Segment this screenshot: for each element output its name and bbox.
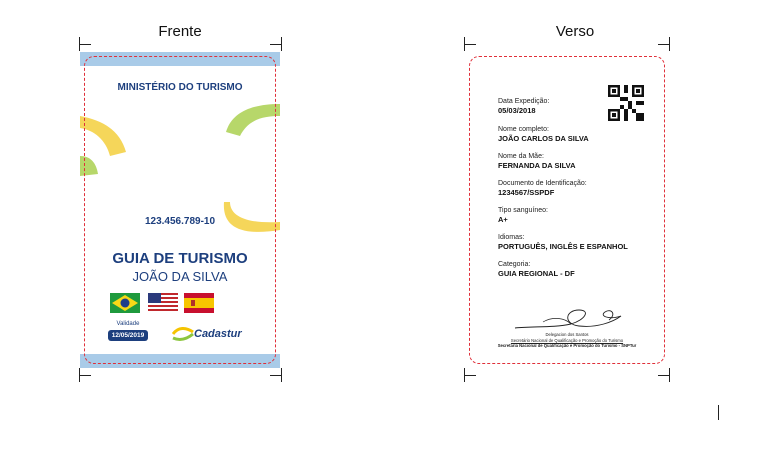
holder-name: JOÃO DA SILVA [132,269,228,284]
field-issue-date: Data Expedição: 05/03/2018 [498,98,550,115]
signer-block: Delegacion dos Santos Secretário Nacional de Qualificação e Promoção do Turismo Secretaria Nacional de Qualificação e Promoção do Turismo - SNPTur [497,332,637,348]
validity-date-badge: 12/05/2019 [108,330,148,341]
field-full-name: Nome completo: JOÃO CARLOS DA SILVA [498,126,589,143]
field-languages: Idiomas: PORTUGUÊS, INGLÊS E ESPANHOL [498,234,628,251]
signature-mark [513,302,623,334]
qr-code-icon [608,85,644,121]
field-category: Categoria: GUIA REGIONAL - DF [498,261,575,278]
ministry-title: MINISTÉRIO DO TURISMO [117,82,243,93]
field-mother-name: Nome da Mãe: FERNANDA DA SILVA [498,153,576,170]
field-blood-type: Tipo sanguíneo: A+ [498,207,548,224]
role-title: GUIA DE TURISMO [112,250,248,267]
field-id-document: Documento de Identificação: 1234567/SSPDF [498,180,587,197]
back-card [465,52,669,368]
back-heading: Verso [555,23,595,40]
front-safe-area-outline [84,56,276,364]
front-heading: Frente [158,23,202,40]
validity-label: Validade [116,321,140,327]
front-card [80,52,280,368]
text-cursor [718,405,719,420]
registration-number: 123.456.789-10 [144,216,216,227]
cadastur-brand: Cadastur [194,328,242,340]
